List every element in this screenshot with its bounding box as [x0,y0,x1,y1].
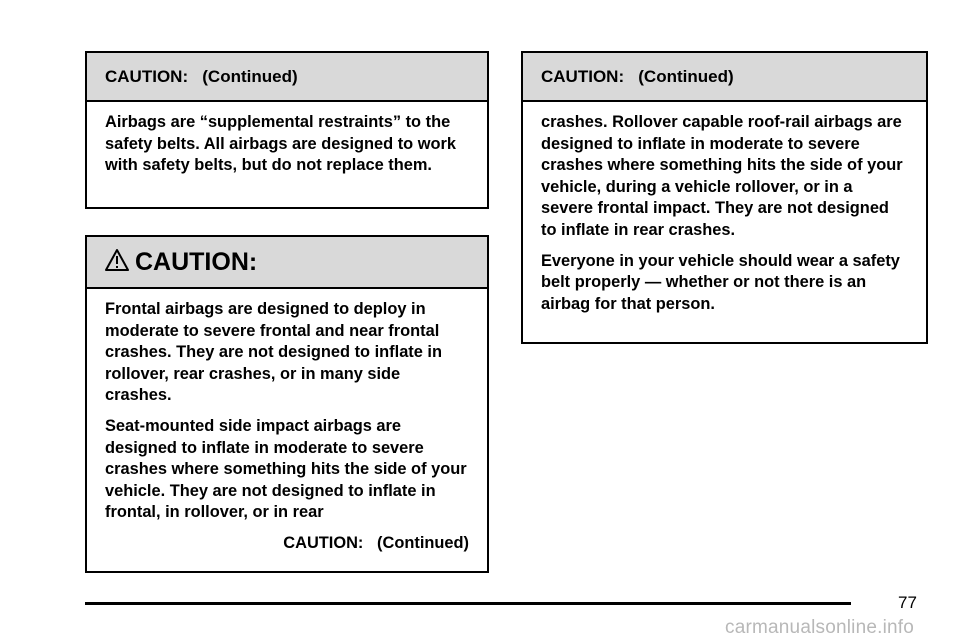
caution-paragraph: Everyone in your vehicle should wear a safety belt properly — whether or not there is an airbag for that person. [541,251,900,313]
caution-body [87,289,487,555]
caution-paragraph: Frontal airbags are designed to deploy in moderate to severe frontal and near frontal crashes. They are not designed to inflate in rollover, rear crashes, or in many side crashes. [105,300,443,405]
caution-paragraph: Seat-mounted side impact airbags are designed to inflate in moderate to severe crashes where something hits the side of your vehicle. They are not designed to inflate in frontal, in rollover, or in rear [105,416,467,522]
page-number: 77 [898,593,917,612]
caution-body [523,102,926,315]
caution-box-continued-left [85,51,489,209]
caution-paragraph: crashes. Rollover capable roof-rail airbags are designed to inflate in moderate to severe crashes where something hits the side of your vehicle, during a vehicle rollover, or in a severe frontal impact. They are not designed to inflate in rear crashes. [541,113,903,239]
caution-paragraph: Airbags are “supplemental restraints” to the safety belts. All airbags are designed to work with safety belts, but do not replace them. [105,113,456,175]
watermark-text: carmanualsonline.info [725,617,915,638]
caution-title: CAUTION: [135,247,258,276]
caution-box-continued-right [521,51,928,344]
caution-header-main [87,237,487,289]
warning-triangle-icon [105,248,129,272]
caution-box-main [85,235,489,573]
caution-body [87,102,487,177]
continued-label: CAUTION: (Continued) [283,533,469,552]
caution-header: CAUTION: (Continued) [523,53,926,102]
footer-rule [85,602,851,605]
caution-header: CAUTION: (Continued) [87,53,487,102]
